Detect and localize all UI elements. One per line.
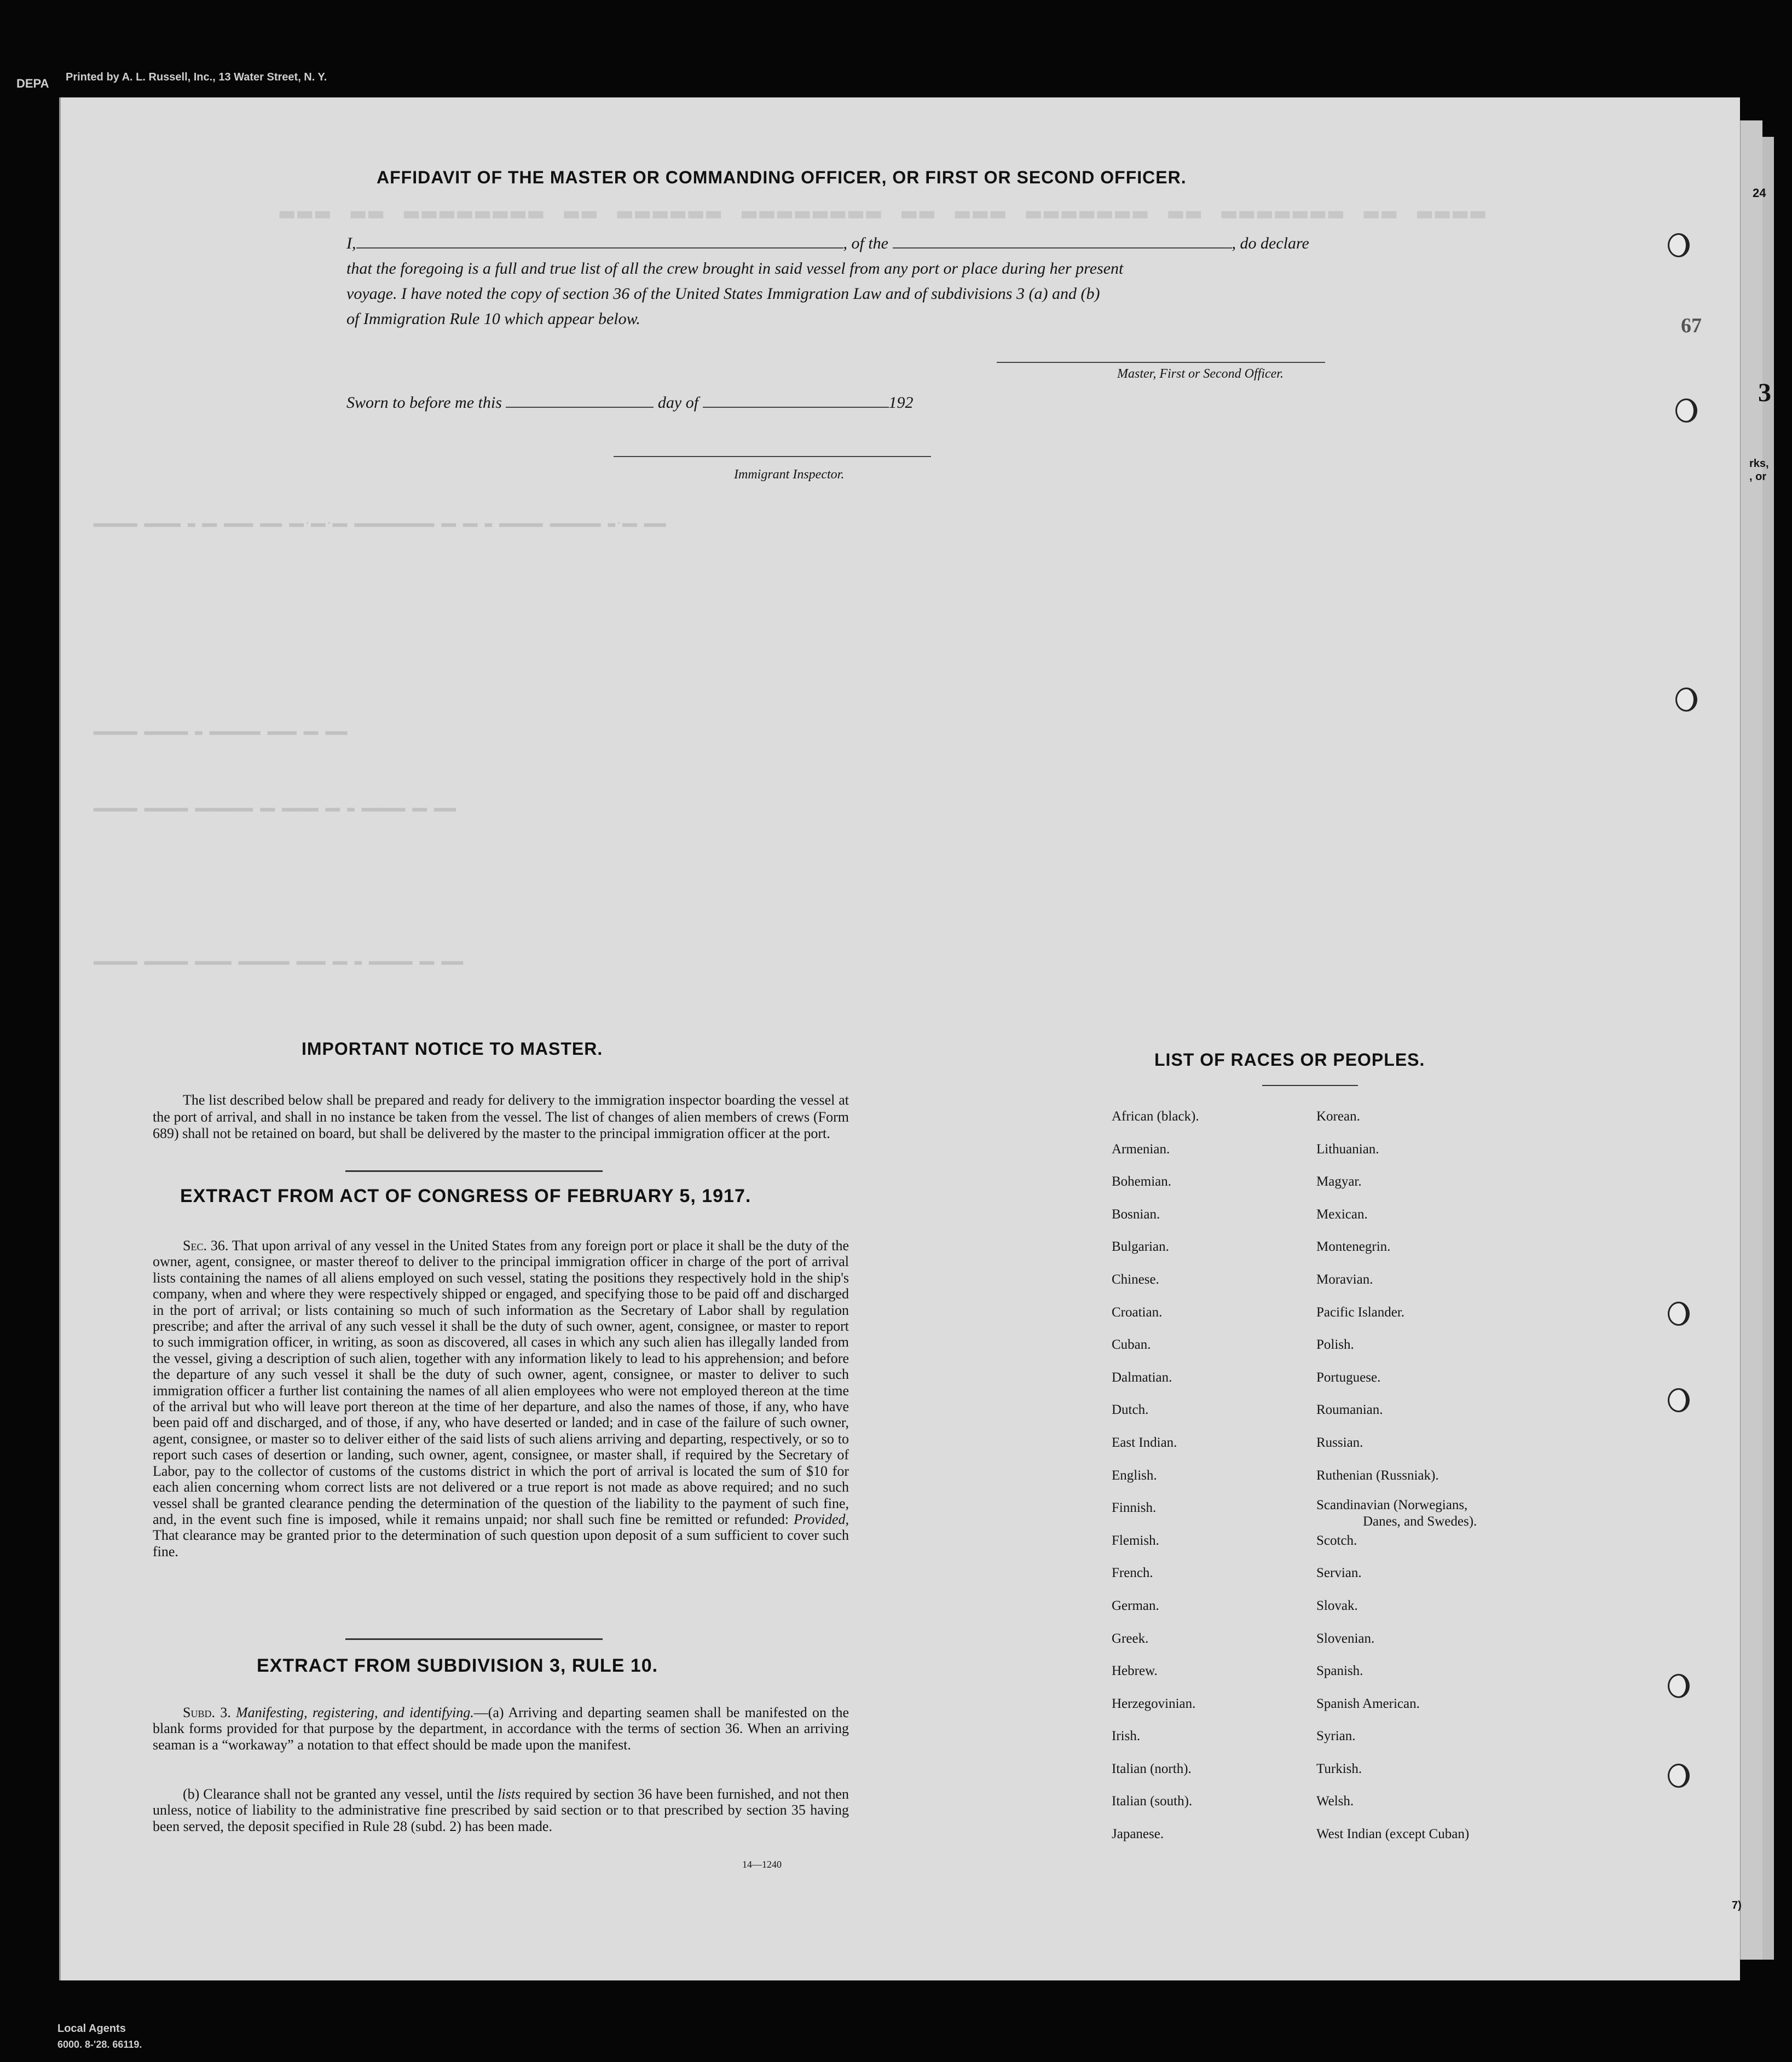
bleed-through-text: ▂▂▂▂▂▂ ▂▂▂▂▂▂ ▂▂▂▂▂ ▂▂▂▂▂▂▂ ▂▂▂▂ ▂▂ ▂ ▂▂▂▂▂▂ ▂▂ ▂▂▂ (94, 952, 464, 966)
notice-text: The list described below shall be prepared and ready for delivery to the immigration inspector boarding the vessel at the port of arrival, and shall in no instance be taken from the vessel. The list of changes of alien members of crews (Form 689) shall not be retained on board, but shall be delivered by the master to the principal immigration officer at the port. (153, 1092, 849, 1141)
race-item: Pacific Islander. (1316, 1304, 1405, 1320)
signature-label: Master, First or Second Officer. (1117, 367, 1284, 381)
races-title: LIST OF RACES OR PEOPLES. (1154, 1050, 1425, 1070)
sworn-line (346, 394, 914, 412)
inspector-signature-line[interactable] (614, 456, 931, 457)
race-item: Korean. (1316, 1109, 1360, 1124)
printer-imprint: Printed by A. L. Russell, Inc., 13 Water Street, N. Y. (66, 71, 327, 83)
punch-hole-icon (1668, 1764, 1690, 1788)
race-item: German. (1112, 1598, 1159, 1613)
affidavit-line-2: that the foregoing is a full and true list of all the crew brought in said vessel from any port or place during her present (346, 259, 1124, 278)
race-item: Magyar. (1316, 1174, 1362, 1189)
section-divider (345, 1170, 603, 1172)
race-item: Scotch. (1316, 1533, 1357, 1548)
rule-para-b-start: (b) Clearance shall not be granted any vessel, until the (183, 1786, 494, 1802)
race-item: English. (1112, 1468, 1157, 1483)
race-item: Spanish. (1316, 1664, 1363, 1679)
race-item: Bosnian. (1112, 1206, 1160, 1222)
race-item: Bulgarian. (1112, 1239, 1169, 1255)
race-item: Lithuanian. (1316, 1141, 1379, 1157)
signature-line[interactable] (997, 362, 1325, 363)
act-text (153, 1238, 849, 1560)
sworn-day-blank[interactable] (506, 407, 654, 408)
notice-title: IMPORTANT NOTICE TO MASTER. (302, 1039, 603, 1059)
races-left-column (1112, 1100, 1199, 1851)
race-item: East Indian. (1112, 1435, 1177, 1450)
sworn-year: 192 (888, 394, 914, 412)
race-item: Slovak. (1316, 1598, 1358, 1613)
sworn-month-blank[interactable] (703, 407, 889, 408)
race-item: Irish. (1112, 1729, 1141, 1744)
punch-hole-icon (1675, 398, 1697, 423)
race-item (1316, 1492, 1477, 1529)
race-item: Cuban. (1112, 1337, 1151, 1353)
race-item-scandinavian-cont: Danes, and Swedes). (1363, 1514, 1477, 1529)
bleed-through-text: ▂▂▂▂▂▂ ▂▂▂▂▂▂ ▂ ▂▂▂▂▂▂▂ ▂▂▂▂ ▂▂ ▂▂▂ (94, 722, 348, 736)
inspector-label: Immigrant Inspector. (734, 467, 845, 482)
race-item-scandinavian: Scandinavian (Norwegians, (1316, 1498, 1468, 1513)
master-name-blank[interactable] (356, 247, 843, 249)
race-item: Dutch. (1112, 1402, 1149, 1418)
vessel-name-blank[interactable] (893, 247, 1232, 249)
affidavit-line-3: voyage. I have noted the copy of section 36 of the United States Immigration Law and of subdivisions 3 (a) and (b) (346, 285, 1100, 303)
sworn-day-of: day of (657, 394, 699, 412)
race-item: African (black). (1112, 1109, 1199, 1124)
race-item: Hebrew. (1112, 1664, 1158, 1679)
rule-title: EXTRACT FROM SUBDIVISION 3, RULE 10. (257, 1655, 658, 1676)
bleed-through-text: ▂▂▂▂▂▂ ▂▂▂▂▂▂ ▂▂▂▂▂▂▂▂ ▂▂ ▂▂▂▂▂ ▂▂ ▂ ▂▂▂▂▂▂ ▂▂ ▂▂▂ (94, 799, 456, 812)
race-item: West Indian (except Cuban) (1316, 1827, 1470, 1842)
provided-word: Provided, (794, 1511, 849, 1527)
race-item: Mexican. (1316, 1206, 1368, 1222)
race-item: Armenian. (1112, 1141, 1170, 1157)
race-item: Greek. (1112, 1631, 1149, 1646)
punch-hole-icon (1668, 233, 1690, 257)
race-item: Italian (north). (1112, 1761, 1192, 1776)
race-item: Welsh. (1316, 1794, 1354, 1809)
page-number-3: 3 (1758, 378, 1771, 407)
act-text-part-2: That clearance may be granted prior to the determination of such question upon deposit of a sum sufficient to cover such fine. (153, 1527, 849, 1560)
affidavit-body (346, 231, 1419, 332)
race-item: Spanish American. (1316, 1696, 1420, 1711)
local-agents-label: Local Agents (57, 2023, 126, 2035)
race-item: Flemish. (1112, 1533, 1159, 1548)
race-item: Bohemian. (1112, 1174, 1172, 1189)
subd-heading: Manifesting, registering, and identifying. (235, 1705, 474, 1720)
rule-para-b (153, 1786, 849, 1834)
race-item: Syrian. (1316, 1729, 1356, 1744)
rule-para-b-lists: lists (498, 1786, 521, 1802)
race-item: Montenegrin. (1316, 1239, 1391, 1255)
punch-hole-icon (1668, 1388, 1690, 1412)
race-item: Herzegovinian. (1112, 1696, 1196, 1711)
punch-hole-icon (1668, 1302, 1690, 1326)
margin-fragment-7: 7) (1732, 1899, 1742, 1911)
margin-fragment-or: , or (1749, 471, 1767, 483)
act-title: EXTRACT FROM ACT OF CONGRESS OF FEBRUARY 5, 1917. (180, 1186, 752, 1206)
department-fragment: DEPA (16, 77, 49, 90)
sec-label: Sec. 36. (183, 1238, 229, 1254)
bleed-through-text: ▂▂▂▂▂▂ ▂▂▂▂▂ ▂ ▂▂ ▂▂▂▂ ▂▂▂ ▂▂.▂▂.▂▂ ▂▂▂▂▂▂▂▂▂▂▂ ▂▂ ▂▂ ▂ ▂▂▂▂▂▂ ▂▂▂▂▂▂▂ ▂.▂▂ ▂▂▂ (94, 514, 666, 528)
race-item: Chinese. (1112, 1272, 1159, 1287)
races-title-underline (1262, 1085, 1358, 1086)
race-item: Servian. (1316, 1566, 1362, 1581)
subd-label: Subd. 3. (183, 1705, 231, 1720)
races-right-column (1316, 1100, 1477, 1851)
race-item: French. (1112, 1566, 1153, 1581)
document-sheet (59, 97, 1740, 1980)
sworn-text: Sworn to before me this (346, 394, 502, 412)
rule-para-a (153, 1705, 849, 1753)
race-item: Finnish. (1112, 1500, 1157, 1516)
affidavit-line-4: of Immigration Rule 10 which appear below. (346, 310, 640, 328)
race-item: Russian. (1316, 1435, 1363, 1450)
margin-fragment-rks: rks, (1749, 458, 1769, 470)
form-print-code: 6000. 8-'28. 66119. (57, 2039, 142, 2050)
race-item: Dalmatian. (1112, 1370, 1172, 1385)
affidavit-of-the: , of the (843, 234, 888, 252)
race-item: Italian (south). (1112, 1794, 1193, 1809)
bleed-through-text: ▂▂▂ ▂▂ ▂▂▂▂▂▂▂▂ ▂▂ ▂▂▂▂▂▂ ▂▂▂▂▂▂▂▂ ▂▂ ▂▂▂ ▂▂▂▂▂▂▂ ▂▂ ▂▂▂▂▂▂▂ ▂▂ ▂▂▂▂ (280, 193, 1489, 220)
race-item: Roumanian. (1316, 1402, 1383, 1418)
section-divider (345, 1638, 603, 1640)
page-number-67: 67 (1681, 314, 1702, 337)
race-item: Ruthenian (Russniak). (1316, 1468, 1439, 1483)
race-item: Slovenian. (1316, 1631, 1375, 1646)
act-text-part-1: That upon arrival of any vessel in the United States from any foreign port or place it shall be the duty of the owner, agent, consignee, or master thereof to deliver to the principal immigration officer in charge of the port of arrival lists containing the names of all aliens employed on such vessel, stating the positions they respectively hold in the ship's company, when and where they were respectively shipped or engaged, and specifying those to be paid off and discharged in the port of arrival; or lists containing so much of such information as the Secretary of Labor shall by regulation prescribe; and after the arrival of any such vessel it shall be the duty of such owner, agent, consignee, or master to report to such immigration officer, in writing, as soon as discovered, all cases in which any such alien has illegally landed from the vessel, giving a description of such alien, together with any information likely to lead to his apprehension; and before the departure of any such vessel it shall be the duty of such owner, agent, consignee, or master to deliver to such immigration officer a further list containing the names of all alien employees who were not employed thereon at the time of the arrival but who will leave port thereon at the time of her departure, and also the names of those, if any, who have been paid off and discharged, and of those, if any, who have deserted or landed; and in case of the failure of such owner, agent, consignee, or master so to deliver either of the said lists of such aliens arriving and departing, respectively, or so to report such cases of desertion or landing, such owner, agent, consignee, or master shall, if required by the Secretary of Labor, pay to the collector of customs of the customs district in which the port of arrival is located the sum of $10 for each alien concerning whom correct lists are not delivered or a true report is not made as above required; and no such vessel shall be granted clearance pending the determination of the question of the liability to the payment of such fine, and, in the event such fine is imposed, while it remains unpaid; nor shall such fine be remitted or refunded: (153, 1238, 849, 1527)
affidavit-i: I, (346, 234, 356, 252)
rule-para-b-rest: required by section 36 have been furnished, and not then unless, notice of liability to the administrative fine prescribed by said section or to that prescribed by section 35 having been served, the deposit specified in Rule 28 (subd. 2) has been made. (153, 1786, 849, 1834)
race-item: Polish. (1316, 1337, 1354, 1353)
race-item: Croatian. (1112, 1304, 1163, 1320)
race-item: Moravian. (1316, 1272, 1373, 1287)
punch-hole-icon (1675, 688, 1697, 712)
race-item: Turkish. (1316, 1761, 1362, 1776)
affidavit-declare: , do declare (1232, 234, 1309, 252)
race-item: Portuguese. (1316, 1370, 1381, 1385)
rule-para-a-text: —(a) Arriving and departing seamen shall be manifested on the blank forms provided for that purpose by the department, in accordance with the terms of section 36. When an arriving seaman is a “workaway” a notation to that effect should be made upon the manifest. (153, 1705, 849, 1753)
punch-hole-icon (1668, 1674, 1690, 1698)
race-item: Japanese. (1112, 1827, 1164, 1842)
form-number: 14—1240 (742, 1859, 782, 1870)
page-number-24: 24 (1753, 186, 1766, 200)
affidavit-title: AFFIDAVIT OF THE MASTER OR COMMANDING OFFICER, OR FIRST OR SECOND OFFICER. (377, 167, 1187, 187)
